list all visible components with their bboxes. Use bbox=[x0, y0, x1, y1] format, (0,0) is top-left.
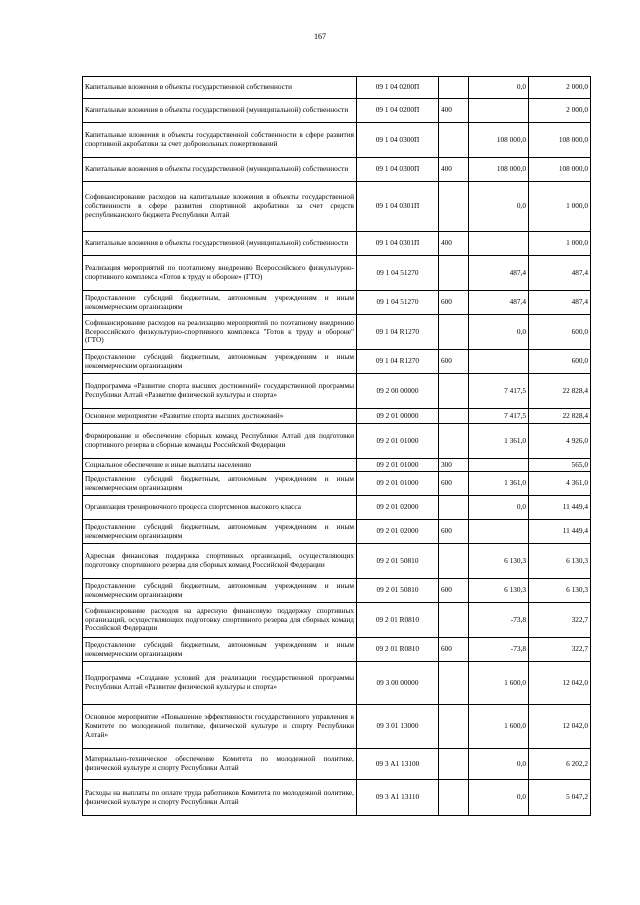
row-amount-total: 565,0 bbox=[529, 459, 591, 472]
row-name: Предоставление субсидий бюджетным, автономным учреждениям и иным некоммерческим организациям bbox=[83, 350, 357, 374]
row-name: Подпрограмма «Создание условий для реализации государственной программы Республики Алтай «Развитие физической культуры и спорта» bbox=[83, 662, 357, 705]
table-row bbox=[83, 603, 591, 638]
row-amount-change bbox=[469, 350, 529, 374]
row-amount-total: 2 000,0 bbox=[529, 77, 591, 99]
row-amount-change: 1 600,0 bbox=[469, 705, 529, 749]
row-name: Предоставление субсидий бюджетным, автономным учреждениям и иным некоммерческим организациям bbox=[83, 638, 357, 662]
row-expense-type: 600 bbox=[439, 350, 469, 374]
row-name: Социальное обеспечение и иные выплаты населению bbox=[83, 459, 357, 472]
row-name: Капитальные вложения в объекты государственной (муниципальной) собственности bbox=[83, 158, 357, 182]
row-amount-total: 600,0 bbox=[529, 350, 591, 374]
table-row bbox=[83, 77, 591, 99]
row-expense-type: 600 bbox=[439, 520, 469, 544]
row-name: Софинансирование расходов на адресную финансовую поддержку спортивных организаций, осуществляющих подготовку спортивного резерва для сборных команд Российской Федерации bbox=[83, 603, 357, 638]
table-row bbox=[83, 520, 591, 544]
table-row bbox=[83, 158, 591, 182]
table-row bbox=[83, 350, 591, 374]
table-row bbox=[83, 544, 591, 579]
row-code: 09 3 А1 13110 bbox=[357, 780, 439, 816]
row-amount-change: 0,0 bbox=[469, 749, 529, 780]
row-expense-type bbox=[439, 374, 469, 409]
row-code: 09 2 01 01000 bbox=[357, 459, 439, 472]
row-name: Предоставление субсидий бюджетным, автономным учреждениям и иным некоммерческим организациям bbox=[83, 291, 357, 315]
row-expense-type bbox=[439, 749, 469, 780]
row-expense-type bbox=[439, 424, 469, 459]
row-amount-total: 6 202,2 bbox=[529, 749, 591, 780]
row-code: 09 2 01 50810 bbox=[357, 544, 439, 579]
row-name: Формирование и обеспечение сборных команд Республики Алтай для подготовки спортивного резерва в сборные команды Российской Федерации bbox=[83, 424, 357, 459]
row-code: 09 2 01 R0810 bbox=[357, 638, 439, 662]
table-row bbox=[83, 780, 591, 816]
row-expense-type bbox=[439, 780, 469, 816]
row-amount-change: -73,8 bbox=[469, 603, 529, 638]
row-expense-type bbox=[439, 705, 469, 749]
row-code: 09 1 04 0200П bbox=[357, 99, 439, 123]
row-name: Капитальные вложения в объекты государственной (муниципальной) собственности bbox=[83, 232, 357, 256]
row-amount-change: 0,0 bbox=[469, 496, 529, 520]
row-amount-total: 22 828,4 bbox=[529, 409, 591, 424]
row-amount-total: 322,7 bbox=[529, 603, 591, 638]
row-expense-type bbox=[439, 496, 469, 520]
row-amount-change: 0,0 bbox=[469, 780, 529, 816]
row-amount-total: 12 042,0 bbox=[529, 662, 591, 705]
row-expense-type: 400 bbox=[439, 99, 469, 123]
row-expense-type: 400 bbox=[439, 158, 469, 182]
row-name: Софинансирование расходов на капитальные вложения в объекты государственной собственности в сфере развития спортивной акробатики за счет средств республиканского бюджета Республики Алтай bbox=[83, 182, 357, 232]
row-amount-total: 1 000,0 bbox=[529, 232, 591, 256]
row-expense-type bbox=[439, 256, 469, 291]
table-row bbox=[83, 472, 591, 496]
row-amount-change: 6 130,3 bbox=[469, 579, 529, 603]
row-code: 09 2 01 R0810 bbox=[357, 603, 439, 638]
row-amount-total: 4 926,0 bbox=[529, 424, 591, 459]
row-amount-total: 12 042,0 bbox=[529, 705, 591, 749]
row-name: Предоставление субсидий бюджетным, автономным учреждениям и иным некоммерческим организациям bbox=[83, 579, 357, 603]
row-amount-change: 487,4 bbox=[469, 291, 529, 315]
row-expense-type bbox=[439, 123, 469, 158]
row-amount-change: 487,4 bbox=[469, 256, 529, 291]
row-expense-type: 600 bbox=[439, 291, 469, 315]
table-row bbox=[83, 579, 591, 603]
row-code: 09 3 00 00000 bbox=[357, 662, 439, 705]
row-expense-type: 600 bbox=[439, 638, 469, 662]
table-row bbox=[83, 374, 591, 409]
row-amount-total: 487,4 bbox=[529, 256, 591, 291]
row-expense-type: 400 bbox=[439, 232, 469, 256]
row-amount-total: 322,7 bbox=[529, 638, 591, 662]
row-amount-change: 1 361,0 bbox=[469, 472, 529, 496]
row-amount-total: 5 047,2 bbox=[529, 780, 591, 816]
table-row bbox=[83, 99, 591, 123]
row-amount-change: 7 417,5 bbox=[469, 409, 529, 424]
row-name: Предоставление субсидий бюджетным, автономным учреждениям и иным некоммерческим организациям bbox=[83, 520, 357, 544]
row-code: 09 2 00 00000 bbox=[357, 374, 439, 409]
table-row bbox=[83, 459, 591, 472]
row-code: 09 1 04 0301П bbox=[357, 182, 439, 232]
page-number: 167 bbox=[314, 32, 326, 41]
budget-table-body bbox=[83, 77, 591, 816]
row-code: 09 2 01 02000 bbox=[357, 496, 439, 520]
row-amount-total: 4 361,0 bbox=[529, 472, 591, 496]
row-name: Основное мероприятие «Повышение эффективности государственного управления в Комитете по молодежной политике, физической культуре и спорту Республики Алтай» bbox=[83, 705, 357, 749]
row-amount-change: 0,0 bbox=[469, 182, 529, 232]
table-row bbox=[83, 705, 591, 749]
row-expense-type bbox=[439, 603, 469, 638]
row-amount-total: 108 000,0 bbox=[529, 158, 591, 182]
row-expense-type bbox=[439, 662, 469, 705]
row-amount-change: 108 000,0 bbox=[469, 123, 529, 158]
row-amount-change bbox=[469, 232, 529, 256]
row-amount-change: 6 130,3 bbox=[469, 544, 529, 579]
row-expense-type: 600 bbox=[439, 472, 469, 496]
row-code: 09 2 01 00000 bbox=[357, 409, 439, 424]
table-row bbox=[83, 662, 591, 705]
row-expense-type bbox=[439, 409, 469, 424]
row-expense-type bbox=[439, 182, 469, 232]
row-code: 09 2 01 01000 bbox=[357, 472, 439, 496]
table-row bbox=[83, 409, 591, 424]
row-code: 09 3 А1 13100 bbox=[357, 749, 439, 780]
row-code: 09 2 01 01000 bbox=[357, 424, 439, 459]
row-expense-type bbox=[439, 544, 469, 579]
row-amount-total: 108 000,0 bbox=[529, 123, 591, 158]
table-row bbox=[83, 424, 591, 459]
row-amount-total: 2 000,0 bbox=[529, 99, 591, 123]
row-amount-change bbox=[469, 459, 529, 472]
row-amount-change bbox=[469, 99, 529, 123]
row-name: Софинансирование расходов на реализацию мероприятий по поэтапному внедрению Всероссийского физкультурно-спортивного комплекса "Готов к труду и обороне" (ГТО) bbox=[83, 315, 357, 350]
row-code: 09 2 01 02000 bbox=[357, 520, 439, 544]
row-code: 09 2 01 50810 bbox=[357, 579, 439, 603]
row-code: 09 1 04 R1270 bbox=[357, 350, 439, 374]
row-expense-type: 300 bbox=[439, 459, 469, 472]
row-amount-total: 600,0 bbox=[529, 315, 591, 350]
row-name: Организация тренировочного процесса спортсменов высокого класса bbox=[83, 496, 357, 520]
table-row bbox=[83, 749, 591, 780]
row-name: Предоставление субсидий бюджетным, автономным учреждениям и иным некоммерческим организациям bbox=[83, 472, 357, 496]
row-name: Подпрограмма «Развитие спорта высших достижений» государственной программы Республики Алтай «Развитие физической культуры и спорта» bbox=[83, 374, 357, 409]
row-code: 09 1 04 0200П bbox=[357, 77, 439, 99]
budget-table bbox=[82, 76, 591, 816]
row-amount-change: 0,0 bbox=[469, 315, 529, 350]
row-code: 09 1 04 0300П bbox=[357, 123, 439, 158]
row-name: Реализация мероприятий по поэтапному внедрению Всероссийского физкультурно-спортивного комплекса «Готов к труду и обороне» (ГТО) bbox=[83, 256, 357, 291]
table-row bbox=[83, 291, 591, 315]
row-name: Основное мероприятие «Развитие спорта высших достижений» bbox=[83, 409, 357, 424]
row-amount-change bbox=[469, 520, 529, 544]
row-name: Расходы на выплаты по оплате труда работников Комитета по молодежной политике, физической культуре и спорту Республики Алтай bbox=[83, 780, 357, 816]
row-expense-type bbox=[439, 77, 469, 99]
row-amount-total: 22 828,4 bbox=[529, 374, 591, 409]
row-code: 09 1 04 0300П bbox=[357, 158, 439, 182]
table-row bbox=[83, 256, 591, 291]
row-amount-change: 7 417,5 bbox=[469, 374, 529, 409]
row-amount-change: 1 361,0 bbox=[469, 424, 529, 459]
row-code: 09 1 04 0301П bbox=[357, 232, 439, 256]
row-amount-total: 6 130,3 bbox=[529, 544, 591, 579]
row-amount-total: 6 130,3 bbox=[529, 579, 591, 603]
row-name: Капитальные вложения в объекты государственной собственности bbox=[83, 77, 357, 99]
row-name: Капитальные вложения в объекты государственной (муниципальной) собственности bbox=[83, 99, 357, 123]
table-row bbox=[83, 638, 591, 662]
row-name: Материально-техническое обеспечение Комитета по молодежной политике, физической культуре и спорту Республики Алтай bbox=[83, 749, 357, 780]
row-expense-type: 600 bbox=[439, 579, 469, 603]
table-row bbox=[83, 496, 591, 520]
row-code: 09 3 01 13000 bbox=[357, 705, 439, 749]
row-expense-type bbox=[439, 315, 469, 350]
row-amount-total: 11 449,4 bbox=[529, 496, 591, 520]
row-amount-change: 1 600,0 bbox=[469, 662, 529, 705]
row-code: 09 1 04 51270 bbox=[357, 291, 439, 315]
row-name: Адресная финансовая поддержка спортивных организаций, осуществляющих подготовку спортивного резерва для сборных команд Российской Федерации bbox=[83, 544, 357, 579]
row-amount-change: -73,8 bbox=[469, 638, 529, 662]
table-row bbox=[83, 182, 591, 232]
row-amount-change: 0,0 bbox=[469, 77, 529, 99]
table-row bbox=[83, 123, 591, 158]
table-row bbox=[83, 315, 591, 350]
row-amount-change: 108 000,0 bbox=[469, 158, 529, 182]
row-amount-total: 1 000,0 bbox=[529, 182, 591, 232]
row-amount-total: 11 449,4 bbox=[529, 520, 591, 544]
row-code: 09 1 04 51270 bbox=[357, 256, 439, 291]
table-row bbox=[83, 232, 591, 256]
row-code: 09 1 04 R1270 bbox=[357, 315, 439, 350]
row-name: Капитальные вложения в объекты государственной собственности в сфере развития спортивной акробатики за счет добровольных пожертвований bbox=[83, 123, 357, 158]
row-amount-total: 487,4 bbox=[529, 291, 591, 315]
